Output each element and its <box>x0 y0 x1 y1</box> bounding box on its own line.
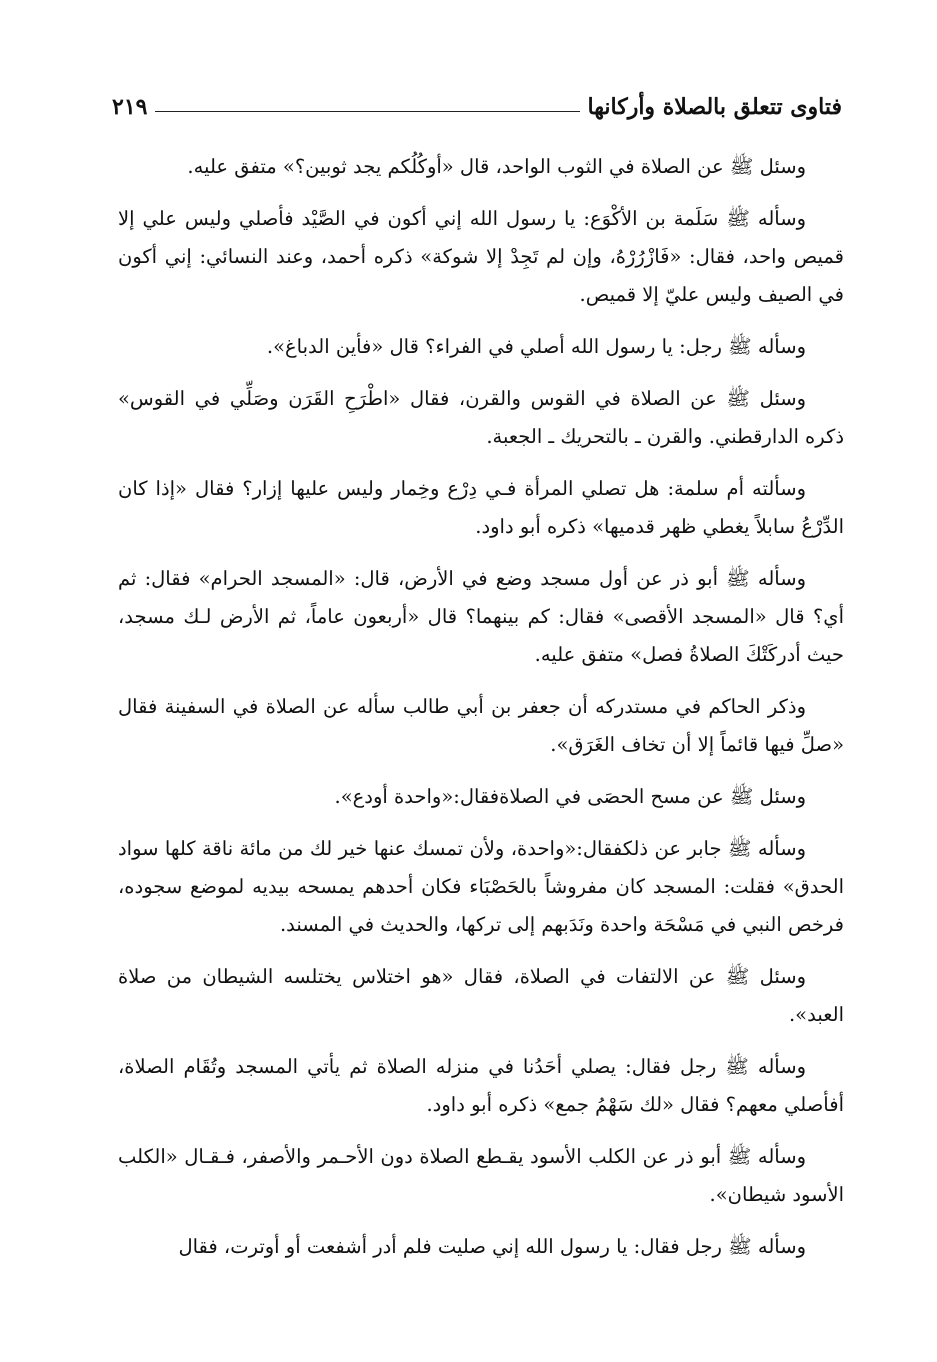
paragraph-3: وسأله ﷺ رجل: يا رسول الله أصلي في الفراء؟ قال «فأين الدباغ». <box>266 335 806 358</box>
paragraph-7: وذكر الحاكم في مستدركه أن جعفر بن أبي طالب سأله عن الصلاة في السفينة فقال «صلِّ فيها قائماً إلا أن تخاف الغَرَق». <box>118 695 844 756</box>
chapter-title: فتاوى تتعلق بالصلاة وأركانها <box>587 94 842 120</box>
running-header <box>112 80 842 120</box>
header-rule <box>155 111 579 112</box>
paragraph-12: وسأله ﷺ أبو ذر عن الكلب الأسود يقـطع الصلاة دون الأحـمر والأصفر، فـقـال «الكلب الأسود شيطان». <box>118 1145 844 1206</box>
paragraph-11: وسأله ﷺ رجل فقال: يصلي أحَدُنا في منزله الصلاة ثم يأتي المسجد وتُقَام الصلاة، أفأصلي معهم؟ فقال «لك سَهْمُ جمع» ذكره أبو داود. <box>118 1055 844 1116</box>
paragraph-1: وسئل ﷺ عن الصلاة في الثوب الواحد، قال «أوكُلُكم يجد ثوبين؟» متفق عليه. <box>187 155 806 178</box>
paragraph-2: وسأله ﷺ سَلَمة بن الأكْوَع: يا رسول الله إني أكون في الصَّيْد فأصلي وليس علي إلا قميص واحد، فقال: «فَازْرُرْهُ، وإن لم تَجِدْ إلا شوكة» ذكره أحمد، وعند النسائي: إني أكون في الصيف وليس عليّ إلا قميص. <box>118 207 844 306</box>
page-body <box>118 148 844 1280</box>
paragraph-8: وسئل ﷺ عن مسح الحصَى في الصلاةفقال:«واحدة أودع». <box>334 785 806 808</box>
paragraph-9: وسأله ﷺ جابر عن ذلكفقال:«واحدة، ولأن تمسك عنها خير لك من مائة ناقة كلها سواد الحدق» فقلت: المسجد كان مفروشاً بالحَصْبَاء فكان أحدهم يمسحه بيديه لموضع سجوده، فرخص النبي في مَسْحَة واحدة ونَدَبهم إلى تركها، والحديث في المسند. <box>118 837 844 936</box>
page-number: ٢١٩ <box>112 94 148 120</box>
paragraph-6: وسأله ﷺ أبو ذر عن أول مسجد وضع في الأرض، قال: «المسجد الحرام» فقال: ثم أي؟ قال «المسجد الأقصى» فقال: كم بينهما؟ قال «أربعون عاماً، ثم الأرض لـك مسجد، حيث أدركَتْكَ الصلاةُ فصل» متفق عليه. <box>118 567 844 666</box>
paragraph-5: وسألته أم سلمة: هل تصلي المرأة فـي دِرْع وخِمار وليس عليها إزار؟ فقال «إذا كان الدِّرْعُ سابلاً يغطي ظهر قدميها» ذكره أبو داود. <box>118 477 844 538</box>
paragraph-4: وسئل ﷺ عن الصلاة في القوس والقرن، فقال «اطْرَحِ القَرَن وصَلِّي في القوس» ذكره الدارقطني. والقرن ـ بالتحريك ـ الجعبة. <box>118 387 844 448</box>
paragraph-10: وسئل ﷺ عن الالتفات في الصلاة، فقال «هو اختلاس يختلسه الشيطان من صلاة العبد». <box>118 965 844 1026</box>
paragraph-13: وسأله ﷺ رجل فقال: يا رسول الله إني صليت فلم أدر أشفعت أو أوترت، فقال <box>178 1235 806 1258</box>
